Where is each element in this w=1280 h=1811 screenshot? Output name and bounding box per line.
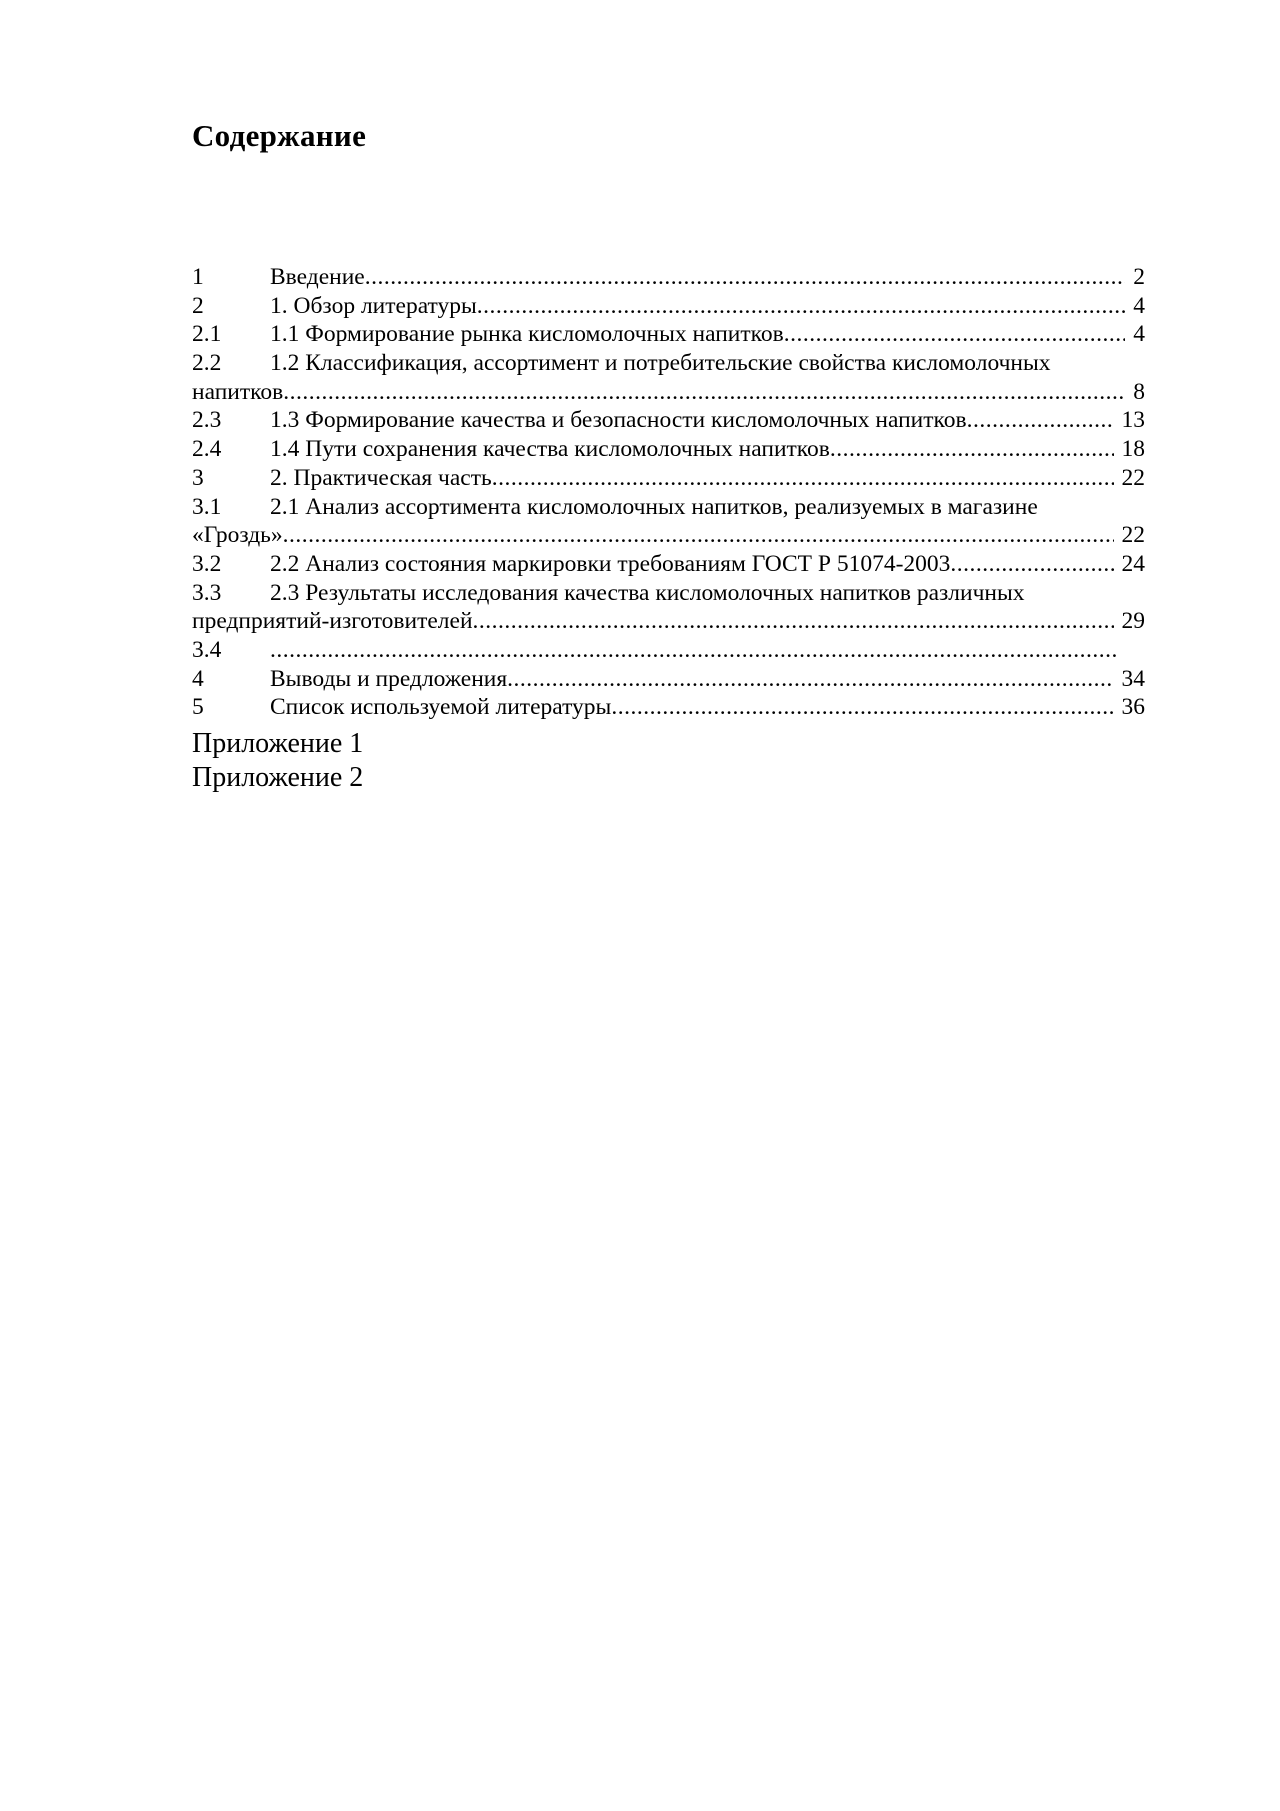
toc-entry-2-2 bbox=[192, 349, 1145, 406]
toc-entry-4 bbox=[192, 665, 1145, 694]
page-title: Содержание bbox=[192, 118, 367, 153]
toc-page-number: 4 bbox=[1133, 292, 1145, 319]
toc-title: Список используемой литературы bbox=[270, 694, 612, 721]
toc-number: 2.2 bbox=[192, 350, 222, 377]
toc-page-number: 8 bbox=[1133, 378, 1145, 405]
toc-page-number: 2 bbox=[1133, 264, 1145, 290]
table-of-contents bbox=[192, 263, 1145, 722]
toc-title: Введение bbox=[270, 264, 365, 290]
toc-entry-3-1 bbox=[192, 493, 1145, 550]
toc-title: 1. Обзор литературы bbox=[270, 292, 477, 319]
toc-entry-2-3 bbox=[192, 406, 1145, 435]
toc-page-number: 22 bbox=[1121, 464, 1145, 491]
toc-number: 2.1 bbox=[192, 321, 222, 348]
toc-number: 3.2 bbox=[192, 550, 222, 577]
toc-title-line1: 2.1 Анализ ассортимента кисломолочных напитков, реализуемых в магазине bbox=[270, 493, 1038, 520]
toc-entry-2-1 bbox=[192, 320, 1145, 349]
toc-page-number: 18 bbox=[1121, 436, 1145, 463]
toc-number: 2.3 bbox=[192, 407, 222, 434]
toc-number: 2.4 bbox=[192, 436, 222, 463]
toc-title: 2. Практическая часть bbox=[270, 464, 492, 491]
toc-entry-3-4 bbox=[192, 636, 1145, 665]
toc-leader-dots bbox=[784, 320, 1126, 349]
toc-title-line2: предприятий-изготовителей bbox=[192, 608, 473, 635]
toc-leader-dots bbox=[270, 636, 1117, 665]
toc-number: 3 bbox=[192, 464, 204, 491]
toc-leader-dots bbox=[283, 521, 1114, 550]
toc-entry-3-3 bbox=[192, 579, 1145, 636]
toc-leader-dots bbox=[967, 406, 1114, 435]
toc-leader-dots bbox=[492, 464, 1114, 493]
toc-page-number: 24 bbox=[1121, 550, 1145, 577]
toc-title-line1: 1.2 Классификация, ассортимент и потребительские свойства кисломолочных bbox=[270, 350, 1051, 377]
toc-title-line2: «Гроздь» bbox=[192, 522, 283, 549]
toc-number: 3.4 bbox=[192, 636, 222, 663]
appendix-2-label: Приложение 2 bbox=[192, 762, 364, 793]
toc-entry-5 bbox=[192, 693, 1145, 722]
toc-number: 1 bbox=[192, 264, 204, 290]
toc-entry-3 bbox=[192, 464, 1145, 493]
toc-leader-dots bbox=[611, 693, 1113, 722]
toc-leader-dots bbox=[473, 607, 1114, 636]
toc-number: 3.3 bbox=[192, 579, 222, 606]
toc-title: 1.1 Формирование рынка кисломолочных напитков bbox=[270, 321, 784, 348]
toc-entry-2 bbox=[192, 292, 1145, 321]
toc-title: Выводы и предложения bbox=[270, 665, 508, 692]
toc-leader-dots bbox=[283, 378, 1125, 407]
toc-entry-3-2 bbox=[192, 550, 1145, 579]
toc-page-number: 29 bbox=[1121, 608, 1145, 635]
toc-number: 4 bbox=[192, 665, 204, 692]
toc-title: 1.4 Пути сохранения качества кисломолочных напитков bbox=[270, 436, 830, 463]
toc-leader-dots bbox=[365, 263, 1126, 292]
toc-page-number: 36 bbox=[1121, 694, 1145, 721]
toc-leader-dots bbox=[477, 292, 1125, 321]
toc-leader-dots bbox=[830, 435, 1114, 464]
toc-number: 5 bbox=[192, 694, 204, 721]
toc-leader-dots bbox=[950, 550, 1113, 579]
toc-page-number: 4 bbox=[1133, 321, 1145, 348]
toc-number: 2 bbox=[192, 292, 204, 319]
toc-leader-dots bbox=[507, 665, 1113, 694]
toc-title-line1: 2.3 Результаты исследования качества кисломолочных напитков различных bbox=[270, 579, 1025, 606]
toc-entry-1 bbox=[192, 263, 1145, 292]
toc-page-number: 22 bbox=[1121, 522, 1145, 549]
appendix-1-label: Приложение 1 bbox=[192, 728, 364, 759]
toc-title: 1.3 Формирование качества и безопасности кисломолочных напитков bbox=[270, 407, 967, 434]
toc-page-number: 34 bbox=[1121, 665, 1145, 692]
toc-number: 3.1 bbox=[192, 493, 222, 520]
toc-entry-2-4 bbox=[192, 435, 1145, 464]
toc-title: 2.2 Анализ состояния маркировки требованиям ГОСТ Р 51074-2003 bbox=[270, 550, 951, 577]
toc-title-line2: напитков bbox=[192, 378, 284, 405]
toc-page-number: 13 bbox=[1121, 407, 1145, 434]
